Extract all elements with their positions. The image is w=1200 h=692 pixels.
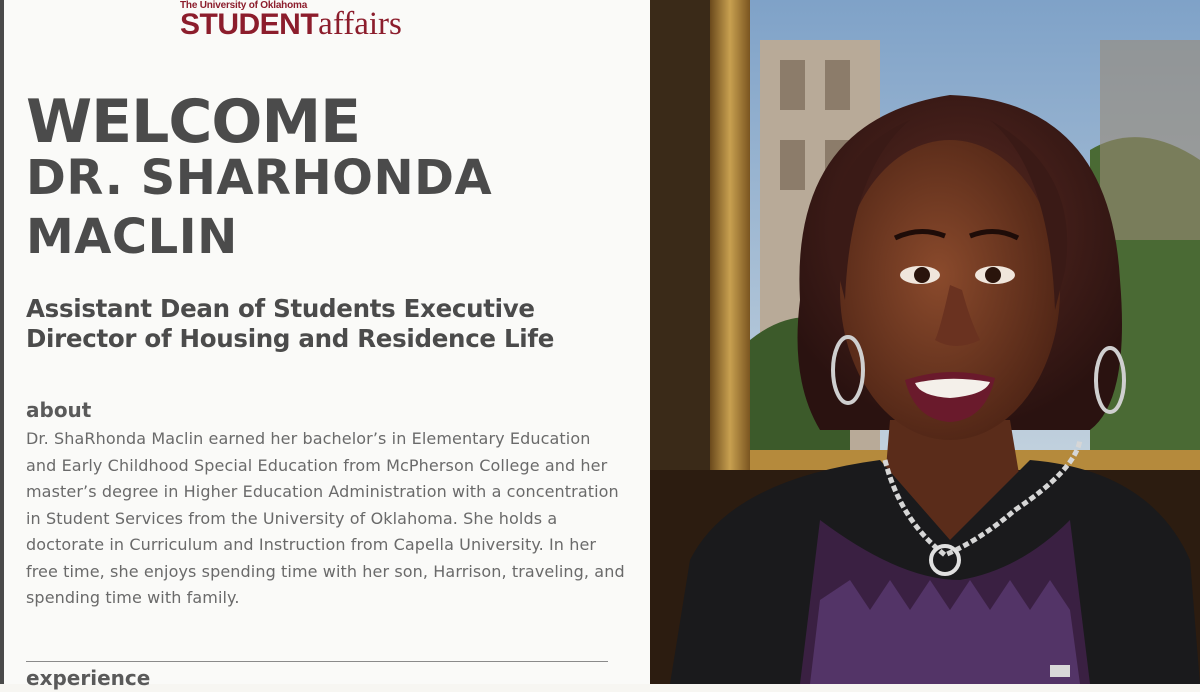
- about-heading: about: [26, 398, 92, 422]
- portrait-photo: [650, 0, 1200, 684]
- portrait-illustration: [650, 0, 1200, 684]
- job-title: Assistant Dean of Students Executive Director of Housing and Residence Life: [26, 294, 555, 353]
- logo-student-word: STUDENT: [180, 8, 319, 41]
- welcome-heading: WELCOME: [26, 87, 361, 157]
- name-line-last: MACLIN: [26, 209, 238, 265]
- logo-affairs-word: affairs: [318, 6, 402, 42]
- about-paragraph: Dr. ShaRhonda Maclin earned her bachelor’s in Elementary Education and Early Childhood Special Education from McPherson College and her master’s degree in Higher Education Administration with a concentration in Student Services from the University of Oklahoma. She holds a doctorate in Curriculum and Instruction from Capella University. In her free time, she enjoys spending time with her son, Harrison, traveling, and spending time with family.: [26, 429, 625, 607]
- section-divider: [26, 661, 608, 662]
- student-affairs-logo[interactable]: [180, 0, 450, 44]
- name-line-first: DR. SHARHONDA: [26, 150, 493, 206]
- experience-heading: experience: [26, 666, 151, 690]
- logo-wordmark: [180, 6, 402, 47]
- logo-university-line: The University of Oklahoma: [180, 0, 308, 11]
